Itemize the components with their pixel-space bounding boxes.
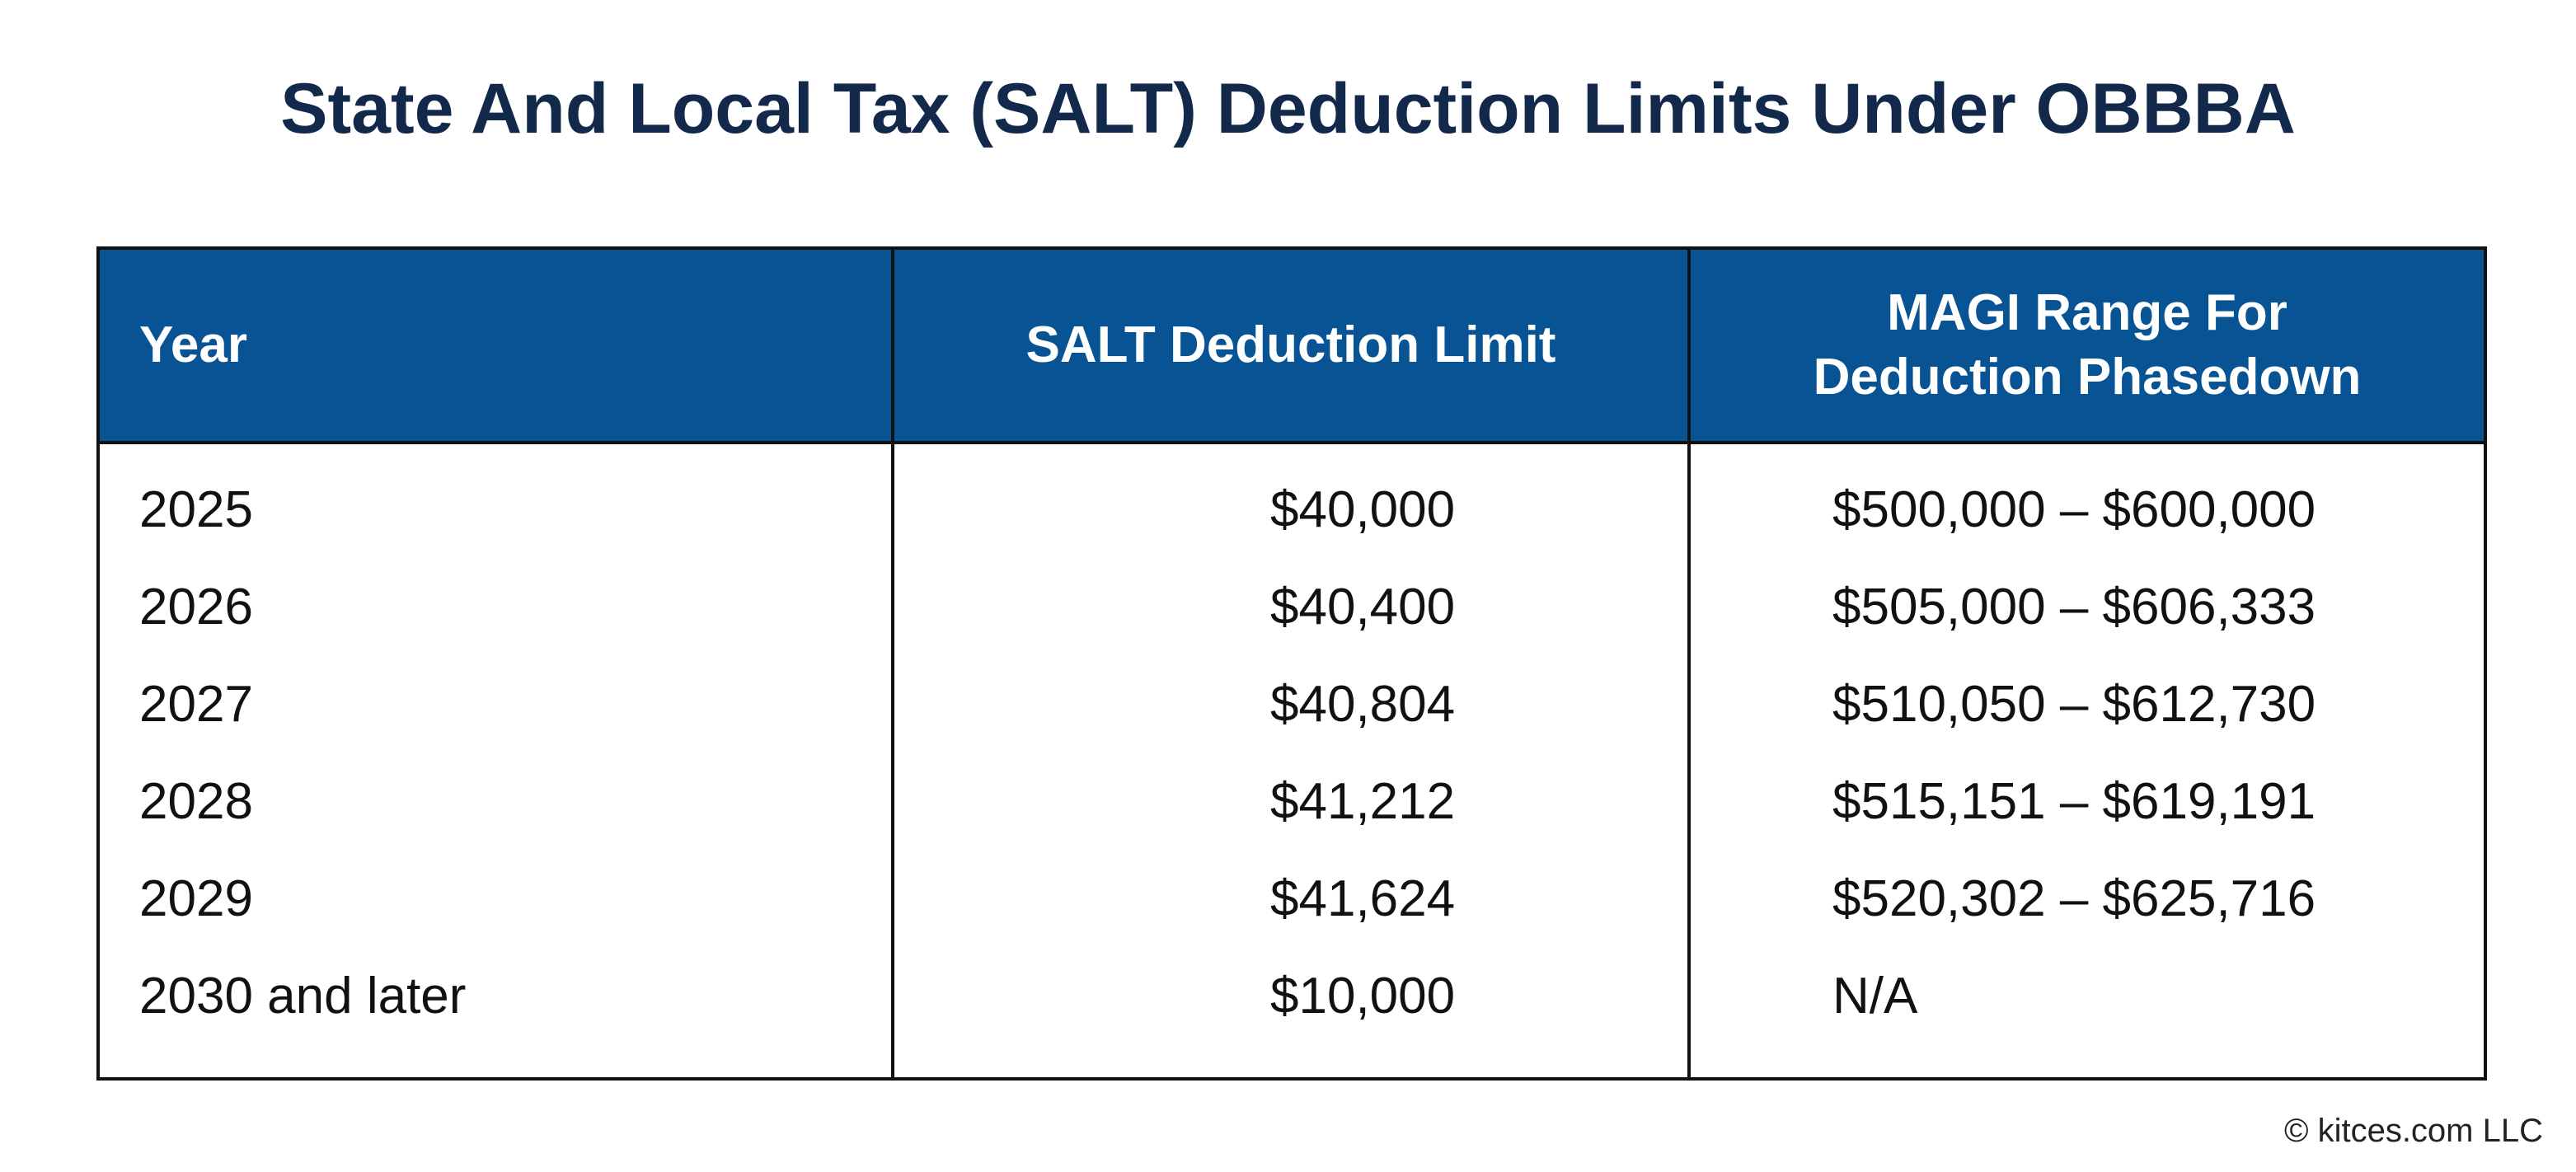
magi-cell: $515,151 – $619,191: [1689, 752, 2485, 850]
table-row: [98, 752, 2485, 850]
limit-cell: $41,624: [893, 850, 1689, 947]
salt-limits-table: [96, 246, 2487, 1081]
magi-cell: $500,000 – $600,000: [1689, 443, 2485, 558]
magi-cell: $510,050 – $612,730: [1689, 655, 2485, 752]
header-year: Year: [98, 248, 893, 443]
year-cell: 2026: [98, 558, 893, 655]
year-cell: 2030 and later: [98, 947, 893, 1079]
table-row: [98, 947, 2485, 1079]
table-row: [98, 558, 2485, 655]
magi-cell: N/A: [1689, 947, 2485, 1079]
header-salt-limit: SALT Deduction Limit: [893, 248, 1689, 443]
limit-cell: $40,000: [893, 443, 1689, 558]
limit-cell: $10,000: [893, 947, 1689, 1079]
magi-cell: $520,302 – $625,716: [1689, 850, 2485, 947]
header-magi-line2: Deduction Phasedown: [1813, 349, 2362, 406]
table-row: [98, 443, 2485, 558]
limit-cell: $41,212: [893, 752, 1689, 850]
table-row: [98, 850, 2485, 947]
table-row: [98, 655, 2485, 752]
copyright-notice: © kitces.com LLC: [2283, 1113, 2543, 1149]
header-magi-line1: MAGI Range For: [1887, 284, 2287, 341]
limit-cell: $40,804: [893, 655, 1689, 752]
header-magi-range: [1689, 248, 2485, 443]
year-cell: 2029: [98, 850, 893, 947]
year-cell: 2025: [98, 443, 893, 558]
table-header-row: [98, 248, 2485, 443]
year-cell: 2028: [98, 752, 893, 850]
magi-cell: $505,000 – $606,333: [1689, 558, 2485, 655]
year-cell: 2027: [98, 655, 893, 752]
page-title: State And Local Tax (SALT) Deduction Limits Under OBBBA: [280, 69, 2296, 148]
limit-cell: $40,400: [893, 558, 1689, 655]
